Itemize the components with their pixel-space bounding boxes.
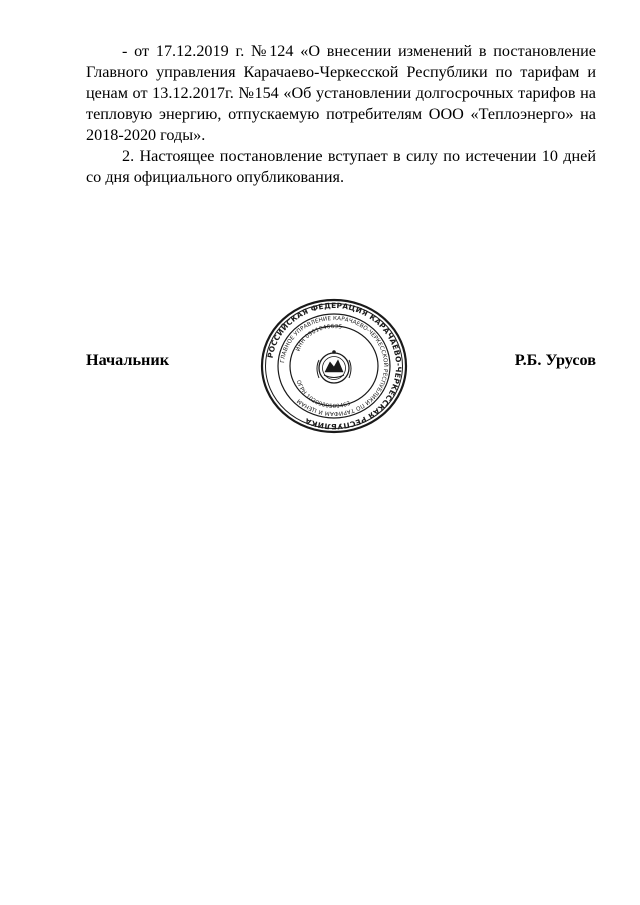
seal-inn-text: ИНН 0901046635 [295,323,343,353]
coat-of-arms-emblem [317,350,351,383]
official-seal-graphic [258,298,410,434]
seal-ogrn-text: ОГРН 1020900509463 [294,379,352,411]
official-seal [258,298,410,434]
paragraph-effective-date: 2. Настоящее постановление вступает в силу по истечении 10 дней со дня официального опубликования. [86,147,596,186]
document-body [86,41,596,188]
paragraph-amendment: - от 17.12.2019 г. №124 «О внесении изменений в постановление Главного управления Карачаево-Черкесской Республики по тарифам и ценам от 13.12.2017г. №154 «Об установлении долгосрочных тарифов на тепловую энергию, отпускаемую потребителям ООО «Теплоэнерго» на 2018-2020 годы». [86,42,596,144]
signatory-title: Начальник [86,351,170,369]
signatory-name: Р.Б. Урусов [514,351,596,369]
seal-middle-text: ГЛАВНОЕ УПРАВЛЕНИЕ КАРАЧАЕВО-ЧЕРКЕССКОЙ РЕСПУБЛИКИ ПО ТАРИФАМ И ЦЕНАМ [280,315,389,417]
seal-outer-text: РОССИЙСКАЯ ФЕДЕРАЦИЯ КАРАЧАЕВО-ЧЕРКЕССКАЯ РЕСПУБЛИКА [265,300,404,432]
